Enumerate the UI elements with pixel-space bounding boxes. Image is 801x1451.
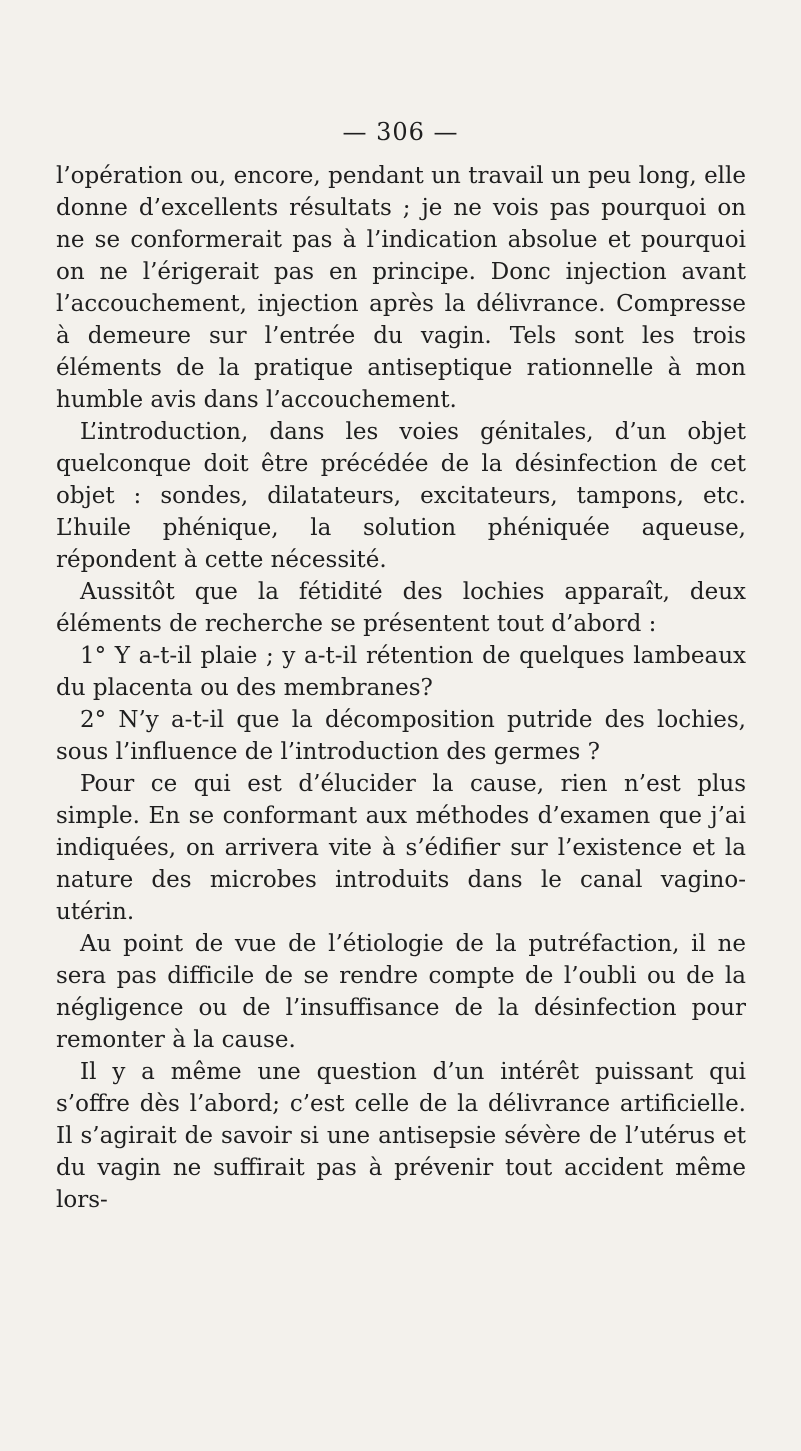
paragraph-8: Il y a même une question d’un intérêt puissant qui s’offre dès l’abord; c’est celle de la délivrance artificielle. Il s’agirait de savoir si une antisepsie sévère de l’utérus et du vagin ne suffirait pas à prévenir tout accident même lors- <box>56 1059 746 1213</box>
body-text <box>56 160 746 1216</box>
paragraph-2: L’introduction, dans les voies génitales, d’un objet quelconque doit être précédée de la désinfection de cet objet : sondes, dilatateurs, excitateurs, tampons, etc. L’huile phénique, la solution phéniquée aqueuse, répondent à cette nécessité. <box>56 419 746 573</box>
paragraph-7: Au point de vue de l’étiologie de la putréfaction, il ne sera pas difficile de se rendre compte de l’oubli ou de la négligence ou de l’insuffisance de la désinfection pour remonter à la cause. <box>56 931 746 1053</box>
paragraph-5: 2° N’y a-t-il que la décomposition putride des lochies, sous l’influence de l’introduction des germes ? <box>56 707 746 765</box>
paragraph-1: l’opération ou, encore, pendant un travail un peu long, elle donne d’excellents résultats ; je ne vois pas pourquoi on ne se conformerait pas à l’indication absolue et pourquoi on ne l’érigerait pas en principe. Donc injection avant l’accouchement, injection après la délivrance. Compresse à demeure sur l’entrée du vagin. Tels sont les trois éléments de la pratique antiseptique rationnelle à mon humble avis dans l’accouchement. <box>56 163 746 413</box>
paragraph-3: Aussitôt que la fétidité des lochies apparaît, deux éléments de recherche se présentent tout d’abord : <box>56 579 746 637</box>
paragraph-6: Pour ce qui est d’élucider la cause, rien n’est plus simple. En se conformant aux méthodes d’examen que j’ai indiquées, on arrivera vite à s’édifier sur l’existence et la nature des microbes introduits dans le canal vagino-utérin. <box>56 771 746 925</box>
paragraph-4: 1° Y a-t-il plaie ; y a-t-il rétention de quelques lambeaux du placenta ou des membranes? <box>56 643 746 701</box>
page-number: — 306 — <box>342 118 459 146</box>
